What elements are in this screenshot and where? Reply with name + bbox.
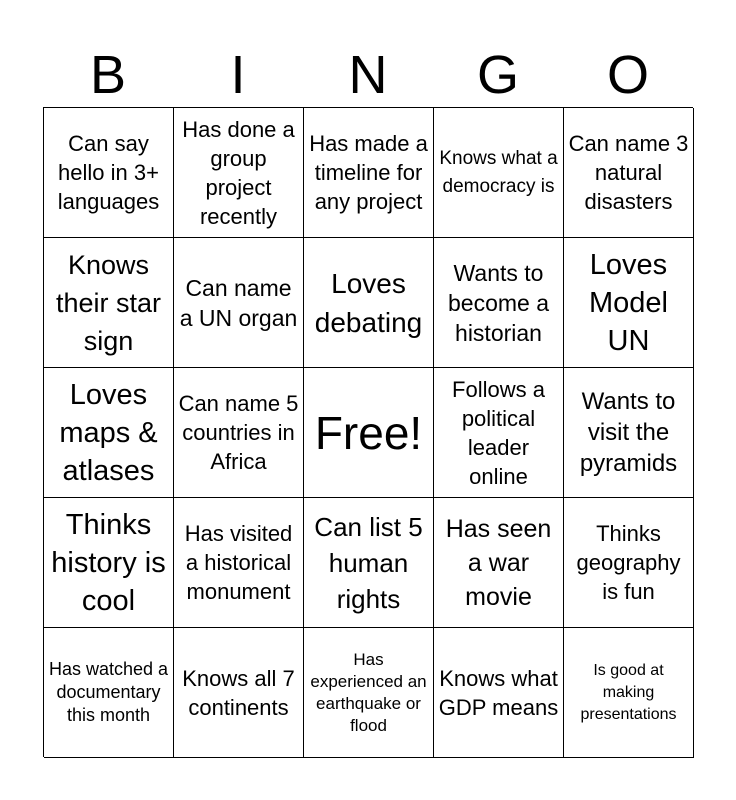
cell-text: Has seen a war movie — [445, 514, 552, 611]
bingo-cell[interactable] — [174, 238, 304, 368]
cell-text: Has done a group project recently — [182, 116, 295, 229]
bingo-cell[interactable] — [564, 498, 694, 628]
cell-text: Knows their star sign — [55, 249, 162, 356]
bingo-cell[interactable] — [174, 108, 304, 238]
cell-text: Knows all 7 continents — [182, 665, 295, 720]
cell-text: Can say hello in 3+ languages — [57, 131, 160, 214]
cell-text: Has made a timeline for any project — [309, 131, 428, 214]
cell-text: Thinks history is cool — [51, 508, 166, 617]
bingo-cell[interactable] — [304, 628, 434, 758]
header-letter-n: N — [348, 45, 388, 105]
free-space-text: Free! — [314, 406, 423, 459]
bingo-cell[interactable] — [304, 238, 434, 368]
cell-text: Loves debating — [314, 267, 423, 338]
bingo-cell-free[interactable] — [304, 368, 434, 498]
cell-text: Knows what GDP means — [438, 665, 559, 720]
cell-text: Wants to become a historian — [447, 259, 549, 346]
header-letter-i: I — [230, 45, 246, 105]
bingo-cell[interactable] — [434, 108, 564, 238]
bingo-cell[interactable] — [564, 108, 694, 238]
cell-text: Can name 3 natural disasters — [568, 131, 689, 214]
bingo-cell[interactable] — [174, 628, 304, 758]
bingo-cell[interactable] — [44, 628, 174, 758]
bingo-cell[interactable] — [434, 238, 564, 368]
bingo-cell[interactable] — [174, 368, 304, 498]
cell-text: Has experienced an earthquake or flood — [310, 649, 427, 735]
bingo-cell[interactable] — [434, 368, 564, 498]
cell-text: Follows a political leader online — [452, 376, 545, 489]
bingo-cell[interactable] — [304, 498, 434, 628]
cell-text: Can name a UN organ — [179, 274, 298, 331]
bingo-card — [43, 107, 693, 757]
cell-text: Can name 5 countries in Africa — [178, 391, 299, 474]
bingo-cell[interactable] — [564, 368, 694, 498]
bingo-cell[interactable] — [44, 108, 174, 238]
cell-text: Loves maps & atlases — [59, 378, 158, 487]
cell-text: Loves Model UN — [589, 248, 668, 357]
bingo-cell[interactable] — [174, 498, 304, 628]
cell-text: Is good at making presentations — [580, 661, 677, 723]
bingo-header — [43, 44, 693, 106]
header-letter-g: G — [476, 45, 519, 105]
bingo-cell[interactable] — [44, 498, 174, 628]
cell-text: Wants to visit the pyramids — [579, 388, 678, 477]
bingo-cell[interactable] — [304, 108, 434, 238]
bingo-cell[interactable] — [434, 498, 564, 628]
cell-text: Can list 5 human rights — [314, 511, 423, 614]
bingo-cell[interactable] — [564, 238, 694, 368]
bingo-cell[interactable] — [564, 628, 694, 758]
bingo-cell[interactable] — [44, 238, 174, 368]
cell-text: Has watched a documentary this month — [48, 659, 169, 725]
cell-text: Thinks geography is fun — [576, 521, 681, 604]
bingo-cell[interactable] — [44, 368, 174, 498]
header-letter-b: B — [89, 45, 127, 105]
cell-text: Has visited a historical monument — [184, 521, 293, 604]
bingo-cell[interactable] — [434, 628, 564, 758]
cell-text: Knows what a democracy is — [439, 147, 558, 197]
header-letter-o: O — [606, 45, 649, 105]
